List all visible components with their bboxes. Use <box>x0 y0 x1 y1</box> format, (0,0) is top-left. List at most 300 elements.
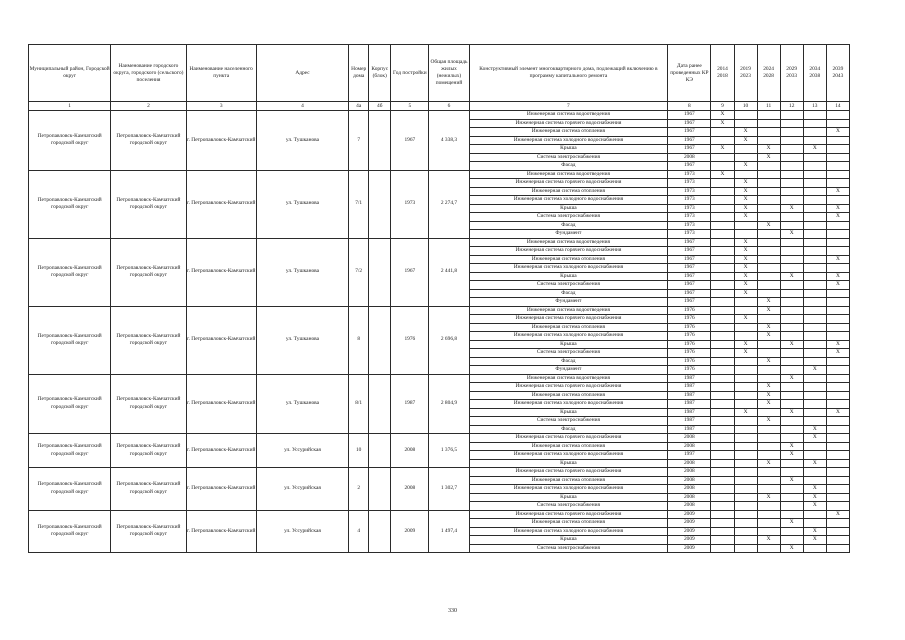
house-number-cell: 7/2 <box>349 238 369 306</box>
period-mark-cell <box>734 502 757 511</box>
period-mark-cell: X <box>757 357 780 366</box>
element-name-cell: Инженерная система холодного водоснабжения <box>469 264 668 273</box>
period-mark-cell <box>826 434 849 443</box>
period-mark-cell <box>711 468 734 477</box>
period-mark-cell <box>711 323 734 332</box>
period-mark-cell <box>803 264 826 273</box>
period-mark-cell <box>826 400 849 409</box>
period-mark-cell <box>803 323 826 332</box>
period-mark-cell: X <box>734 289 757 298</box>
element-name-cell: Инженерная система холодного водоснабжения <box>469 400 668 409</box>
col-number: 13 <box>803 102 826 111</box>
period-mark-cell <box>803 332 826 341</box>
period-mark-cell <box>711 204 734 213</box>
settlement-cell: Петропавловск-Камчатский городской округ <box>111 374 186 434</box>
period-mark-cell <box>780 315 803 324</box>
period-mark-cell <box>734 221 757 230</box>
period-mark-cell <box>757 238 780 247</box>
prior-repair-date-cell: 2008 <box>668 468 711 477</box>
period-mark-cell <box>757 247 780 256</box>
period-mark-cell <box>757 434 780 443</box>
district-cell: Петропавловск-Камчатский городской округ <box>29 468 111 511</box>
element-name-cell: Система электроснабжения <box>469 281 668 290</box>
house-number-cell: 8/1 <box>349 374 369 434</box>
period-mark-cell: X <box>803 527 826 536</box>
period-mark-cell <box>757 264 780 273</box>
capital-repair-table <box>28 44 850 553</box>
period-mark-cell <box>757 374 780 383</box>
period-mark-cell <box>803 196 826 205</box>
period-mark-cell <box>780 196 803 205</box>
period-mark-cell <box>711 366 734 375</box>
prior-repair-date-cell: 1973 <box>668 179 711 188</box>
period-mark-cell <box>757 468 780 477</box>
element-name-cell: Система электроснабжения <box>469 544 668 553</box>
period-mark-cell <box>711 442 734 451</box>
element-name-cell: Система электроснабжения <box>469 417 668 426</box>
period-mark-cell: X <box>734 179 757 188</box>
period-mark-cell <box>803 187 826 196</box>
year-cell: 1967 <box>391 238 429 306</box>
period-mark-cell <box>734 306 757 315</box>
period-mark-cell: X <box>780 272 803 281</box>
period-mark-cell <box>803 340 826 349</box>
prior-repair-date-cell: 1967 <box>668 281 711 290</box>
period-mark-cell <box>711 272 734 281</box>
period-mark-cell <box>803 136 826 145</box>
period-mark-cell <box>757 544 780 553</box>
col-header-area: Общая площадь жилых (нежилых) помещений <box>429 45 469 102</box>
period-mark-cell <box>803 111 826 120</box>
period-mark-cell: X <box>803 425 826 434</box>
period-mark-cell <box>757 170 780 179</box>
period-mark-cell <box>780 485 803 494</box>
element-name-cell: Фундамент <box>469 230 668 239</box>
period-mark-cell: X <box>757 383 780 392</box>
period-mark-cell: X <box>711 119 734 128</box>
district-cell: Петропавловск-Камчатский городской округ <box>29 238 111 306</box>
period-mark-cell <box>711 196 734 205</box>
period-mark-cell: X <box>734 238 757 247</box>
period-mark-cell <box>757 502 780 511</box>
house-number-cell: 7/1 <box>349 170 369 238</box>
period-mark-cell <box>803 238 826 247</box>
period-mark-cell <box>757 281 780 290</box>
period-mark-cell <box>780 357 803 366</box>
period-mark-cell <box>734 442 757 451</box>
period-mark-cell <box>826 315 849 324</box>
period-mark-cell <box>780 153 803 162</box>
col-number: 5 <box>391 102 429 111</box>
period-mark-cell: X <box>803 145 826 154</box>
period-mark-cell: X <box>780 451 803 460</box>
prior-repair-date-cell: 1967 <box>668 111 711 120</box>
prior-repair-date-cell: 1967 <box>668 238 711 247</box>
period-mark-cell <box>780 323 803 332</box>
prior-repair-date-cell: 1967 <box>668 272 711 281</box>
prior-repair-date-cell: 2009 <box>668 510 711 519</box>
period-mark-cell <box>711 425 734 434</box>
element-name-cell: Инженерная система отопления <box>469 519 668 528</box>
period-mark-cell <box>803 357 826 366</box>
year-cell: 2008 <box>391 434 429 468</box>
period-mark-cell <box>803 119 826 128</box>
element-name-cell: Инженерная система холодного водоснабжения <box>469 136 668 145</box>
period-mark-cell <box>803 400 826 409</box>
period-mark-cell: X <box>803 434 826 443</box>
period-mark-cell <box>826 238 849 247</box>
period-mark-cell <box>734 544 757 553</box>
period-mark-cell <box>711 298 734 307</box>
element-name-cell: Инженерная система горячего водоснабжения <box>469 315 668 324</box>
period-mark-cell <box>780 366 803 375</box>
period-mark-cell <box>780 213 803 222</box>
period-mark-cell <box>757 485 780 494</box>
district-cell: Петропавловск-Камчатский городской округ <box>29 510 111 553</box>
period-mark-cell: X <box>734 247 757 256</box>
period-mark-cell <box>734 111 757 120</box>
prior-repair-date-cell: 2009 <box>668 527 711 536</box>
period-mark-cell <box>803 442 826 451</box>
prior-repair-date-cell: 1967 <box>668 145 711 154</box>
period-mark-cell: X <box>826 255 849 264</box>
element-name-cell: Инженерная система холодного водоснабжения <box>469 451 668 460</box>
element-name-cell: Инженерная система отопления <box>469 255 668 264</box>
register-body <box>29 111 850 553</box>
settlement-cell: Петропавловск-Камчатский городской округ <box>111 170 186 238</box>
element-name-cell: Инженерная система горячего водоснабжения <box>469 434 668 443</box>
page-number: 330 <box>448 608 457 614</box>
period-mark-cell: X <box>826 340 849 349</box>
period-mark-cell <box>734 519 757 528</box>
address-cell: ул. Тушканова <box>256 170 348 238</box>
period-mark-cell: X <box>757 391 780 400</box>
block-cell <box>369 468 391 511</box>
period-mark-cell <box>734 230 757 239</box>
element-name-cell: Инженерная система отопления <box>469 476 668 485</box>
period-mark-cell <box>757 476 780 485</box>
table-row <box>29 468 850 477</box>
settlement-cell: Петропавловск-Камчатский городской округ <box>111 510 186 553</box>
element-name-cell: Крыша <box>469 408 668 417</box>
period-mark-cell <box>711 247 734 256</box>
district-cell: Петропавловск-Камчатский городской округ <box>29 170 111 238</box>
period-mark-cell <box>780 425 803 434</box>
table-row <box>29 374 850 383</box>
period-mark-cell <box>711 544 734 553</box>
period-mark-cell <box>734 391 757 400</box>
prior-repair-date-cell: 1967 <box>668 289 711 298</box>
element-name-cell: Фасад <box>469 162 668 171</box>
period-mark-cell: X <box>803 536 826 545</box>
period-mark-cell <box>803 162 826 171</box>
prior-repair-date-cell: 1987 <box>668 408 711 417</box>
period-mark-cell <box>803 153 826 162</box>
period-mark-cell: X <box>734 281 757 290</box>
period-mark-cell: X <box>803 366 826 375</box>
prior-repair-date-cell: 2009 <box>668 519 711 528</box>
element-name-cell: Система электроснабжения <box>469 349 668 358</box>
period-mark-cell: X <box>780 408 803 417</box>
period-mark-cell <box>780 468 803 477</box>
period-mark-cell <box>734 493 757 502</box>
period-mark-cell <box>711 187 734 196</box>
col-header-year: Год постройки <box>391 45 429 102</box>
period-mark-cell <box>826 332 849 341</box>
element-name-cell: Инженерная система водоотведения <box>469 238 668 247</box>
district-cell: Петропавловск-Камчатский городской округ <box>29 306 111 374</box>
area-cell: 2 441,8 <box>429 238 469 306</box>
period-mark-cell: X <box>734 136 757 145</box>
period-mark-cell <box>803 408 826 417</box>
element-name-cell: Инженерная система отопления <box>469 187 668 196</box>
prior-repair-date-cell: 1967 <box>668 136 711 145</box>
prior-repair-date-cell: 1976 <box>668 340 711 349</box>
period-mark-cell <box>780 145 803 154</box>
prior-repair-date-cell: 2009 <box>668 536 711 545</box>
period-mark-cell: X <box>826 510 849 519</box>
col-number: 14 <box>826 102 849 111</box>
prior-repair-date-cell: 2009 <box>668 544 711 553</box>
period-mark-cell <box>711 162 734 171</box>
period-mark-cell <box>757 442 780 451</box>
element-name-cell: Крыша <box>469 204 668 213</box>
col-header-element: Конструктивный элемент многоквартирного дома, подлежащий включению в программу капитального ремонта <box>469 45 668 102</box>
period-mark-cell <box>803 213 826 222</box>
col-header-period-6: 2039 2043 <box>826 45 849 102</box>
period-mark-cell <box>780 264 803 273</box>
period-mark-cell <box>826 442 849 451</box>
period-mark-cell <box>734 485 757 494</box>
area-cell: 4 338,3 <box>429 111 469 171</box>
period-mark-cell <box>757 111 780 120</box>
period-mark-cell <box>711 221 734 230</box>
prior-repair-date-cell: 1973 <box>668 221 711 230</box>
prior-repair-date-cell: 1967 <box>668 247 711 256</box>
period-mark-cell <box>757 451 780 460</box>
period-mark-cell <box>826 366 849 375</box>
period-mark-cell <box>826 425 849 434</box>
year-cell: 1973 <box>391 170 429 238</box>
period-mark-cell <box>711 493 734 502</box>
prior-repair-date-cell: 1967 <box>668 162 711 171</box>
element-name-cell: Инженерная система горячего водоснабжения <box>469 179 668 188</box>
col-header-locality: Наименование населенного пункта <box>186 45 256 102</box>
block-cell <box>369 170 391 238</box>
period-mark-cell: X <box>734 128 757 137</box>
period-mark-cell <box>826 111 849 120</box>
period-mark-cell <box>803 476 826 485</box>
period-mark-cell <box>711 374 734 383</box>
period-mark-cell <box>780 247 803 256</box>
period-mark-cell <box>734 332 757 341</box>
period-mark-cell <box>803 374 826 383</box>
prior-repair-date-cell: 1976 <box>668 366 711 375</box>
period-mark-cell <box>757 196 780 205</box>
address-cell: ул. Тушканова <box>256 306 348 374</box>
period-mark-cell <box>780 255 803 264</box>
block-cell <box>369 510 391 553</box>
prior-repair-date-cell: 1987 <box>668 417 711 426</box>
settlement-cell: Петропавловск-Камчатский городской округ <box>111 468 186 511</box>
col-header-settlement: Наименование городского округа, городского (сельского) поселения <box>111 45 186 102</box>
table-row <box>29 306 850 315</box>
period-mark-cell: X <box>757 145 780 154</box>
col-header-prior-repair-date: Дата ранее проведенных КР КЭ <box>668 45 711 102</box>
prior-repair-date-cell: 1973 <box>668 196 711 205</box>
period-mark-cell: X <box>711 111 734 120</box>
period-mark-cell <box>826 357 849 366</box>
period-mark-cell <box>734 119 757 128</box>
period-mark-cell: X <box>757 323 780 332</box>
period-mark-cell <box>826 374 849 383</box>
table-row <box>29 111 850 120</box>
period-mark-cell <box>826 298 849 307</box>
period-mark-cell <box>757 408 780 417</box>
period-mark-cell: X <box>734 213 757 222</box>
period-mark-cell <box>711 281 734 290</box>
period-mark-cell <box>826 170 849 179</box>
element-name-cell: Система электроснабжения <box>469 213 668 222</box>
period-mark-cell <box>803 349 826 358</box>
prior-repair-date-cell: 1976 <box>668 323 711 332</box>
element-name-cell: Инженерная система отопления <box>469 391 668 400</box>
col-number: 10 <box>734 102 757 111</box>
element-name-cell: Фасад <box>469 357 668 366</box>
district-cell: Петропавловск-Камчатский городской округ <box>29 374 111 434</box>
period-mark-cell <box>780 238 803 247</box>
period-mark-cell <box>734 383 757 392</box>
period-mark-cell <box>826 230 849 239</box>
period-mark-cell <box>757 366 780 375</box>
col-number: 12 <box>780 102 803 111</box>
period-mark-cell <box>803 170 826 179</box>
period-mark-cell: X <box>757 400 780 409</box>
period-mark-cell <box>780 502 803 511</box>
period-mark-cell <box>780 349 803 358</box>
period-mark-cell <box>757 179 780 188</box>
period-mark-cell <box>711 357 734 366</box>
period-mark-cell <box>757 527 780 536</box>
period-mark-cell <box>780 111 803 120</box>
element-name-cell: Инженерная система отопления <box>469 442 668 451</box>
period-mark-cell <box>826 451 849 460</box>
period-mark-cell: X <box>757 306 780 315</box>
period-mark-cell: X <box>757 536 780 545</box>
period-mark-cell <box>826 179 849 188</box>
period-mark-cell <box>757 425 780 434</box>
period-mark-cell: X <box>780 519 803 528</box>
period-mark-cell: X <box>757 298 780 307</box>
period-mark-cell <box>711 179 734 188</box>
column-number-row <box>29 102 850 111</box>
period-mark-cell <box>757 315 780 324</box>
prior-repair-date-cell: 1997 <box>668 451 711 460</box>
period-mark-cell: X <box>803 485 826 494</box>
address-cell: ул. Тушканова <box>256 111 348 171</box>
element-name-cell: Инженерная система холодного водоснабжения <box>469 332 668 341</box>
period-mark-cell <box>826 485 849 494</box>
period-mark-cell <box>711 383 734 392</box>
period-mark-cell <box>826 323 849 332</box>
element-name-cell: Инженерная система горячего водоснабжения <box>469 247 668 256</box>
period-mark-cell <box>734 425 757 434</box>
period-mark-cell: X <box>757 153 780 162</box>
prior-repair-date-cell: 2008 <box>668 434 711 443</box>
period-mark-cell: X <box>826 281 849 290</box>
col-header-period-1: 2014 2018 <box>711 45 734 102</box>
prior-repair-date-cell: 1967 <box>668 119 711 128</box>
period-mark-cell <box>803 315 826 324</box>
prior-repair-date-cell: 1967 <box>668 298 711 307</box>
col-number: 1 <box>29 102 111 111</box>
period-mark-cell <box>711 128 734 137</box>
period-mark-cell <box>734 459 757 468</box>
period-mark-cell <box>826 289 849 298</box>
element-name-cell: Фасад <box>469 289 668 298</box>
block-cell <box>369 374 391 434</box>
element-name-cell: Инженерная система отопления <box>469 128 668 137</box>
period-mark-cell <box>757 519 780 528</box>
element-name-cell: Фасад <box>469 221 668 230</box>
element-name-cell: Система электроснабжения <box>469 502 668 511</box>
district-cell: Петропавловск-Камчатский городской округ <box>29 111 111 171</box>
period-mark-cell <box>734 323 757 332</box>
element-name-cell: Инженерная система холодного водоснабжения <box>469 527 668 536</box>
period-mark-cell: X <box>780 230 803 239</box>
period-mark-cell <box>711 306 734 315</box>
element-name-cell: Фундамент <box>469 298 668 307</box>
period-mark-cell: X <box>734 340 757 349</box>
period-mark-cell <box>711 502 734 511</box>
prior-repair-date-cell: 1987 <box>668 391 711 400</box>
period-mark-cell <box>803 247 826 256</box>
period-mark-cell <box>734 400 757 409</box>
period-mark-cell <box>780 383 803 392</box>
year-cell: 1987 <box>391 374 429 434</box>
period-mark-cell: X <box>734 408 757 417</box>
period-mark-cell <box>711 510 734 519</box>
locality-cell: г. Петропавловск-Камчатский <box>186 468 256 511</box>
settlement-cell: Петропавловск-Камчатский городской округ <box>111 238 186 306</box>
district-cell: Петропавловск-Камчатский городской округ <box>29 434 111 468</box>
period-mark-cell <box>803 272 826 281</box>
period-mark-cell <box>780 510 803 519</box>
period-mark-cell <box>803 204 826 213</box>
element-name-cell: Инженерная система горячего водоснабжения <box>469 119 668 128</box>
period-mark-cell <box>803 128 826 137</box>
period-mark-cell <box>734 145 757 154</box>
period-mark-cell <box>803 281 826 290</box>
period-mark-cell <box>757 349 780 358</box>
period-mark-cell <box>780 459 803 468</box>
period-mark-cell <box>711 536 734 545</box>
element-name-cell: Крыша <box>469 340 668 349</box>
element-name-cell: Инженерная система отопления <box>469 323 668 332</box>
col-header-period-5: 2034 2038 <box>803 45 826 102</box>
period-mark-cell <box>734 366 757 375</box>
period-mark-cell <box>826 417 849 426</box>
period-mark-cell <box>711 255 734 264</box>
element-name-cell: Крыша <box>469 459 668 468</box>
period-mark-cell <box>711 315 734 324</box>
area-cell: 1 497,4 <box>429 510 469 553</box>
period-mark-cell <box>803 255 826 264</box>
period-mark-cell <box>826 544 849 553</box>
col-number: 2 <box>111 102 186 111</box>
prior-repair-date-cell: 2008 <box>668 502 711 511</box>
settlement-cell: Петропавловск-Камчатский городской округ <box>111 434 186 468</box>
